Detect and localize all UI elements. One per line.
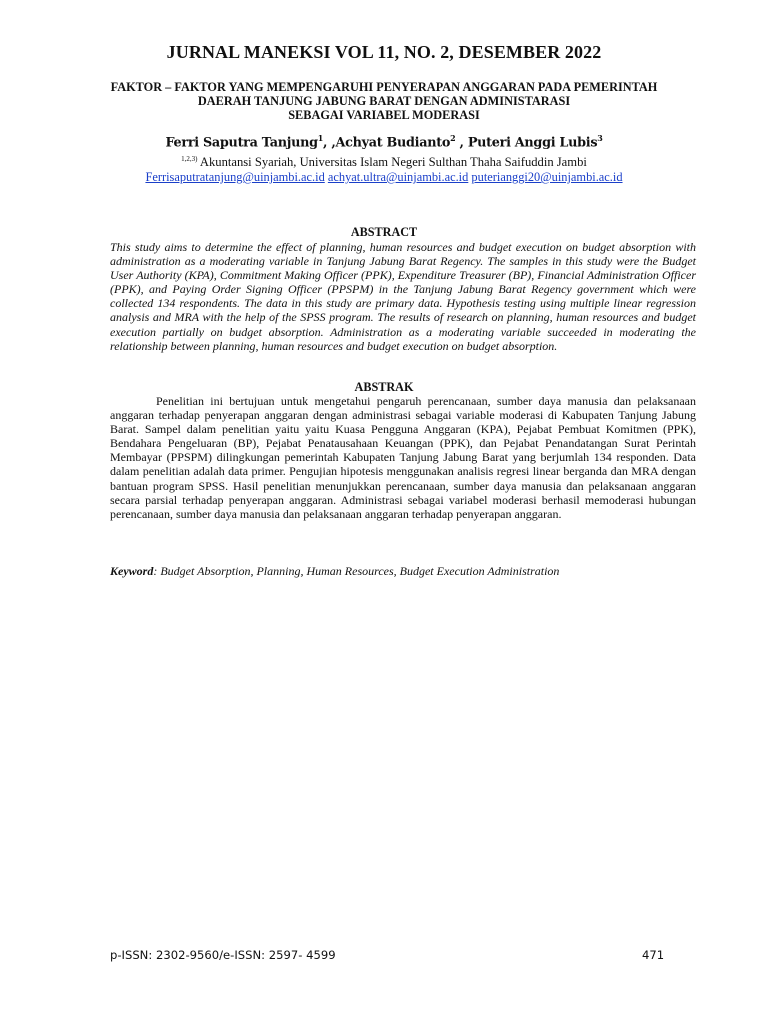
abstract-heading: ABSTRACT (350, 225, 418, 239)
author-list (0, 133, 768, 150)
affiliation-text: Akuntansi Syariah, Universitas Islam Negeri Sulthan Thaha Saifuddin Jambi (197, 155, 587, 170)
author-name: Ferri Saputra Tanjung (165, 135, 318, 151)
author-affiliation-mark: 1 (317, 133, 324, 143)
affiliation (0, 155, 768, 170)
title-line: DAERAH TANJUNG JABUNG BARAT DENGAN ADMINISTARASI (197, 94, 571, 108)
journal-header: JURNAL MANEKSI VOL 11, NO. 2, DESEMBER 2022 (166, 42, 602, 62)
abstract-body: This study aims to determine the effect of planning, human resources and budget execution on budget absorption with administration as a moderating variable in Tanjung Jabung Barat Regency. The samples in this study were the Budget User Authority (KPA), Commitment Making Officer (PPK), Expenditure Treasurer (BP), Financial Administration Officer (PPK), and Paying Order Signing Officer (PPSPM) in the Tanjung Jabung Barat Regency government which were collected 134 respondents. The data in this study are primary data. Hypothesis testing using multiple linear regression analysis and MRA with the help of the SPSS program. The results of research on planning, human resources and budget execution partially on budget absorption. Administration as a moderating variable succeeded in moderating the relationship between planning, human resources and budget execution on budget absorption. (110, 240, 696, 353)
footer-issn: p-ISSN: 2302-9560/e-ISSN: 2597- 4599 (110, 948, 336, 962)
abstrak-heading: ABSTRAK (354, 380, 414, 394)
email-link[interactable]: achyat.ultra@uinjambi.ac.id (327, 170, 469, 184)
author-separator: , (455, 135, 468, 151)
paper-title (100, 80, 668, 122)
title-line: SEBAGAI VARIABEL MODERASI (288, 108, 480, 122)
author-affiliation-mark: 2 (450, 133, 456, 143)
abstrak-body: Penelitian ini bertujuan untuk mengetahui pengaruh perencanaan, sumber daya manusia dan pelaksanaan anggaran terhadap penyerapan anggaran dengan administrasi sebagai variable moderasi di Kabupaten Tanjung Jabung Barat. Sampel dalam penelitian yaitu yaitu Kuasa Pengguna Anggaran (KPA), Pejabat Pembuat Komitmen (PPK), Bendahara Pengeluaran (BP), Pejabat Penatausahaan Keuangan (PPK), dan Pejabat Penandatangan Surat Perintah Membayar (PPSPM) dilingkungan pemerintah Kabupaten Tanjung Jabung Barat yang berjumlah 134 responden. Data dalam penelitian adalah data primer. Pengujian hipotesis menggunakan analisis regresi linear berganda dan MRA dengan bantuan program SPSS. Hasil penelitian menunjukkan perencanaan, sumber daya manusia dan pelaksanaan anggaran secara parsial terhadap penyerapan anggaran. Administrasi sebagai variabel moderasi berhasil memoderasi hubungan perencanaan, sumber daya manusia dan pelaksanaan anggaran terhadap penyerapan anggaran. (110, 394, 696, 521)
author-affiliation-mark: 3 (597, 133, 603, 143)
author-separator: , , (323, 135, 336, 151)
email-link[interactable]: Ferrisaputratanjung@uinjambi.ac.id (145, 170, 325, 184)
keywords (110, 564, 696, 579)
author-emails (0, 170, 768, 185)
affiliation-mark: 1,2,3) (181, 155, 198, 163)
page-number: 471 (642, 948, 665, 962)
author-name: Puteri Anggi Lubis (467, 135, 598, 151)
keywords-label: Keyword (110, 564, 154, 578)
keywords-text: : Budget Absorption, Planning, Human Resources, Budget Execution Administration (153, 564, 560, 578)
author-name: Achyat Budianto (335, 135, 451, 151)
email-link[interactable]: puterianggi20@uinjambi.ac.id (471, 170, 623, 184)
title-line: FAKTOR – FAKTOR YANG MEMPENGARUHI PENYERAPAN ANGGARAN PADA PEMERINTAH (110, 80, 658, 94)
